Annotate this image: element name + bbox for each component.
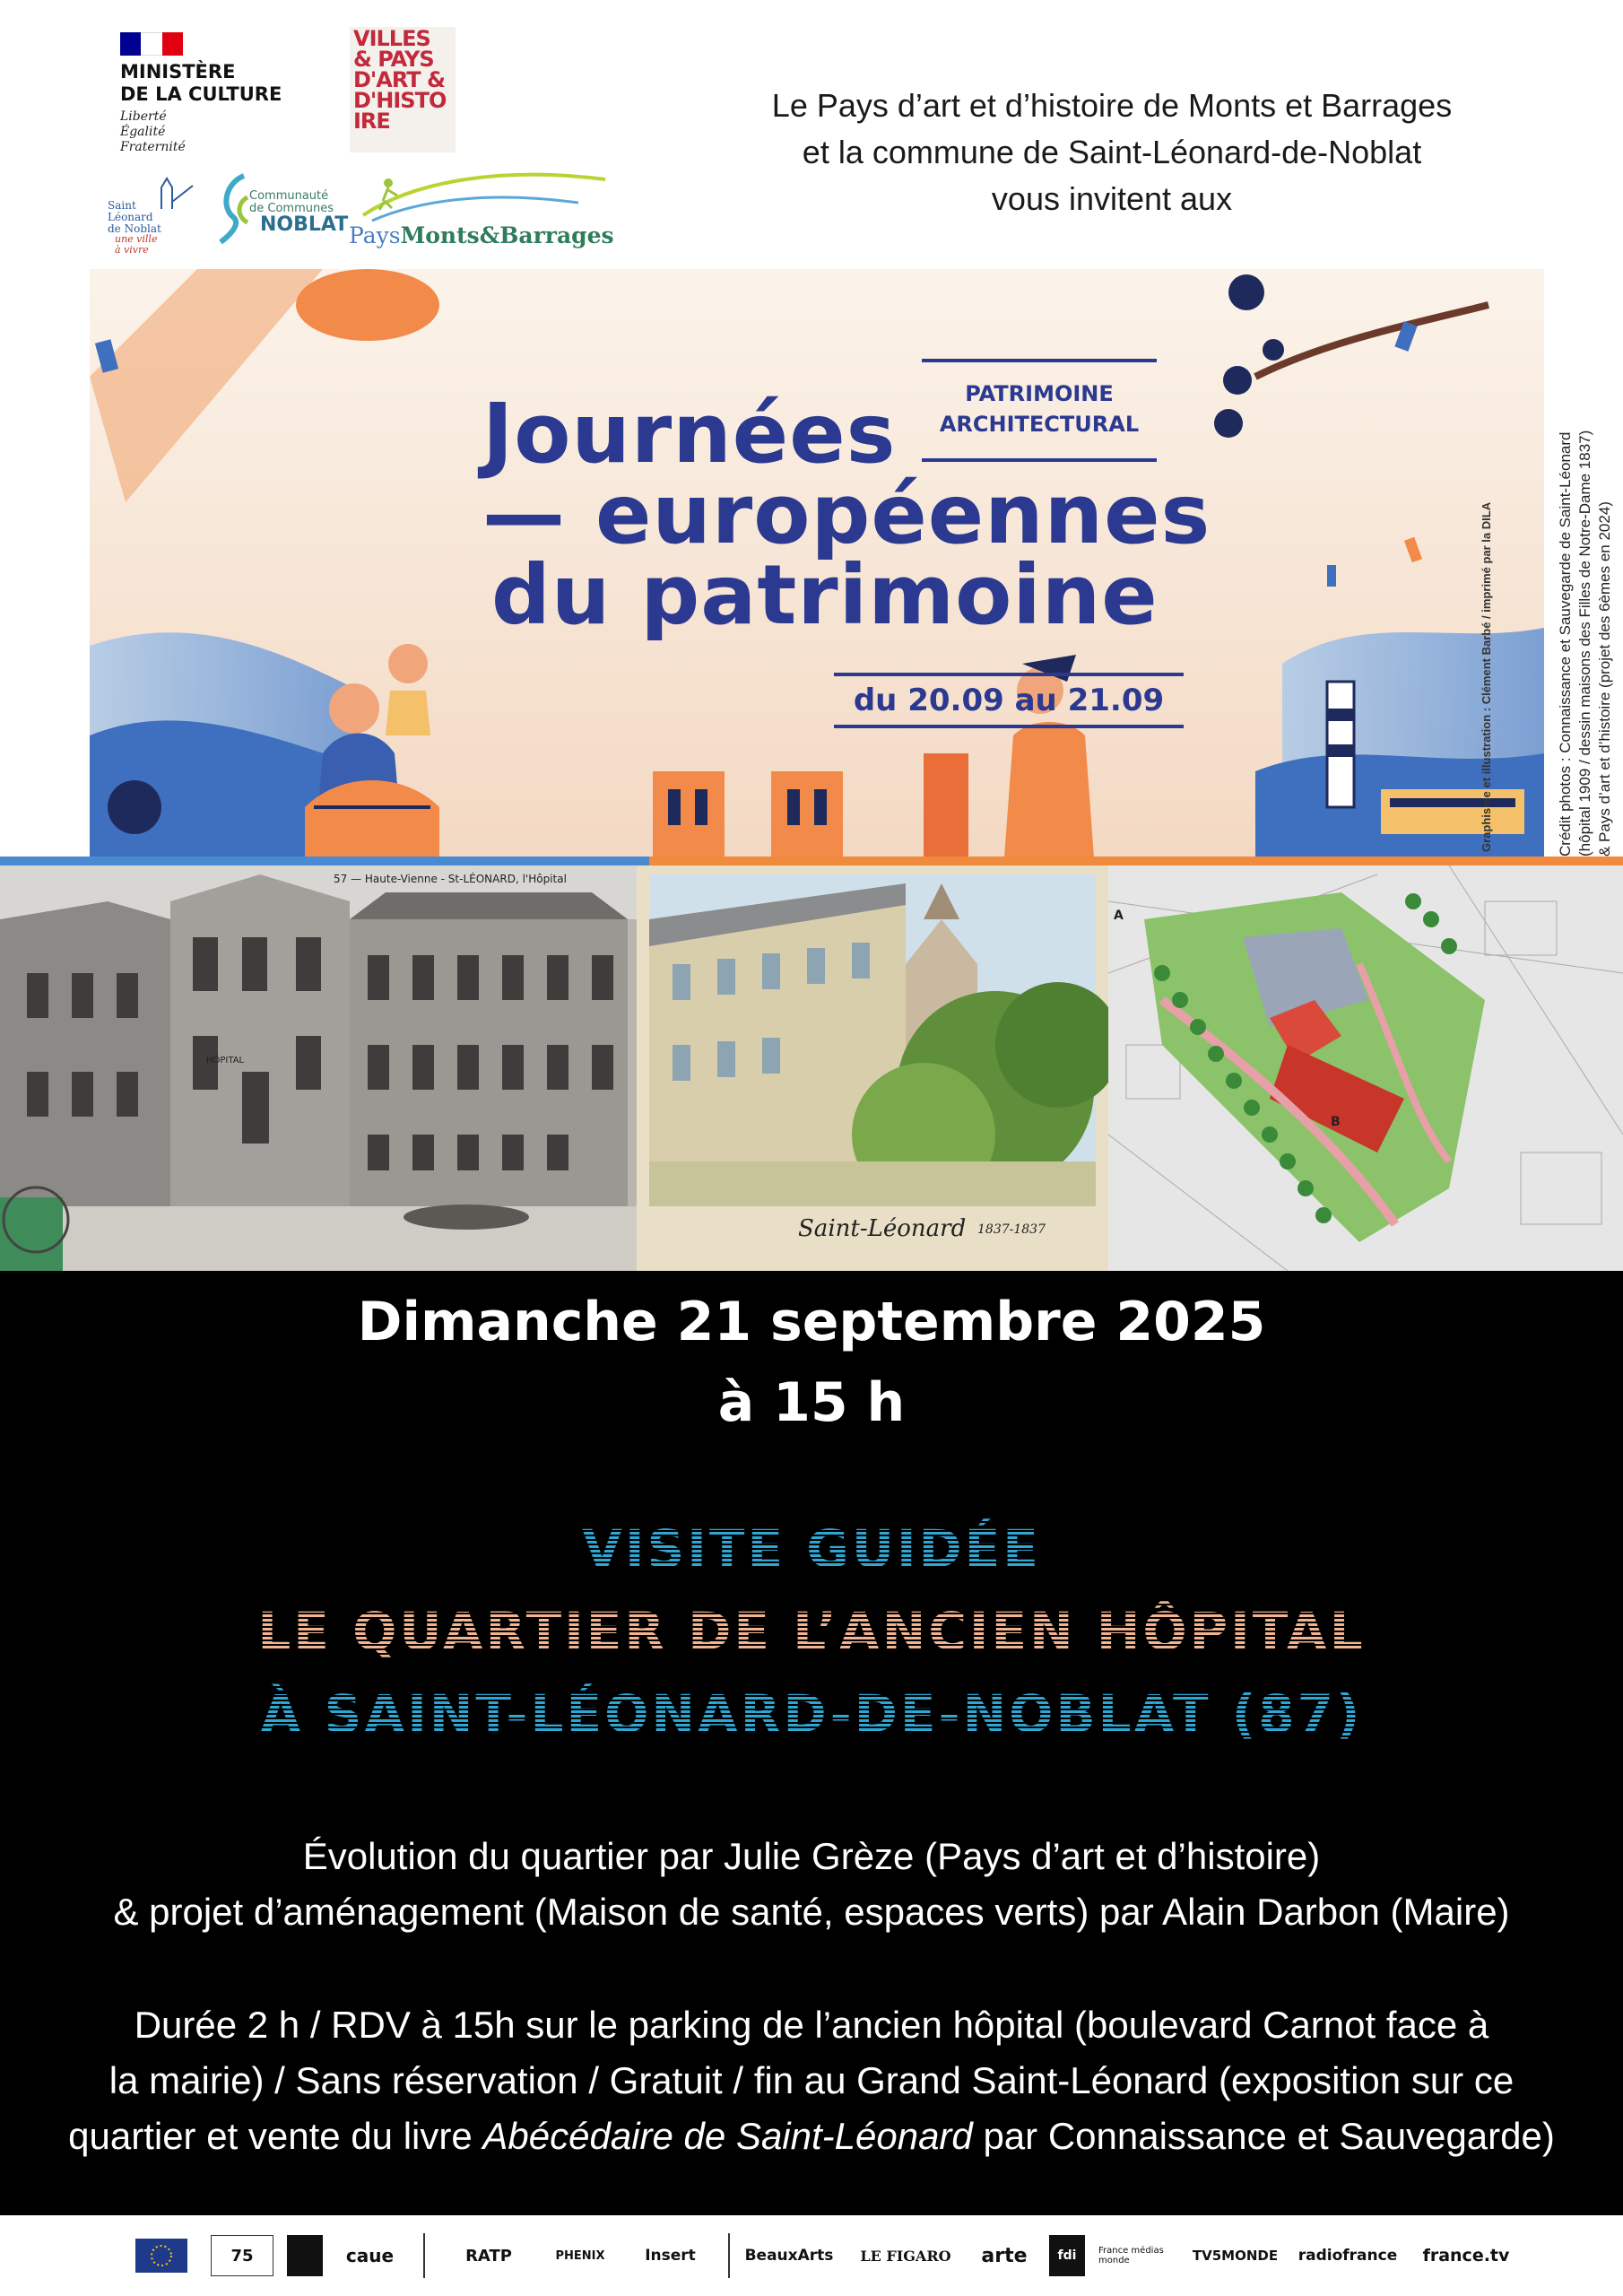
watercolor-drawing-image [637,865,1108,1271]
ministere-title: MINISTÈRE DE LA CULTURE [120,61,282,105]
color-strip [0,857,1623,865]
filles-notre-dame-drawing [637,865,1108,1271]
header [0,0,1623,269]
vah-logo-text: VILLES & PAYS D'ART & D'HISTO IRE [353,26,447,134]
event-date: Dimanche 21 septembre 2025 [357,1291,1266,1353]
event-speakers [0,1829,1623,1940]
invite-line: Le Pays d’art et d’histoire de Monts et Barrages [771,87,1453,124]
practical-line-1: Durée 2 h / RDV à 15h sur le parking de l’ancien hôpital (boulevard Carnot face à [134,2004,1489,2046]
plan-label-a: A [1114,909,1124,923]
noblat-community-logo [217,170,349,251]
partner-logos [0,2215,1623,2296]
partner-divider [728,2233,730,2278]
invite-line: et la commune de Saint-Léonard-de-Noblat [802,134,1422,170]
partner-france-medias-monde: France médias monde [1098,2246,1164,2266]
pays-monts-barrages-logo [345,170,614,260]
saint-leonard-name: Saint Léonard de Noblat [108,199,161,235]
partner-france-tv: france.tv [1422,2246,1510,2266]
saint-leonard-tagline: une ville à vivre [115,233,158,256]
partner-divider [423,2233,425,2278]
event-section [0,1271,1623,2215]
event-practical-info [0,1997,1623,2164]
photo-credit: Crédit photos : Connaissance et Sauvegarde de Saint-Léonard (hôpital 1909 / dessin maisons des Filles de Notre-Dame 1837) & Pays d’art et d’histoire (projet des 6èmes en 2024) [1557,430,1613,857]
saint-leonard-logo [108,175,211,256]
event-title-line-3: À SAINT-LÉONARD-DE-NOBLAT (87) [0,1683,1623,1744]
graphisme-credit: Graphisme et illustration : Clément Barbé / imprimé par la DILA [1480,501,1493,852]
invitation-text [681,83,1542,222]
partner-arte: arte [981,2244,1028,2267]
ministere-motto: Liberté Égalité Fraternité [120,109,186,154]
photo-strip [0,865,1623,1271]
hospital-postcard-photo [0,865,637,1271]
pays-logo-text: PaysMonts&Barrages [349,222,614,248]
noblat-name: NOBLAT [260,213,349,236]
partner-caue: caue [345,2245,395,2266]
partner-fdi: fdi [1049,2235,1085,2276]
partner-tv5monde: TV5MONDE [1192,2248,1279,2264]
marianne-flag-icon [120,32,183,56]
partner-phenix: PHENIX [555,2248,605,2263]
speakers-line: Évolution du quartier par Julie Grèze (Pays d’art et d’histoire) [302,1835,1321,1877]
jep-category-tag: PATRIMOINE ARCHITECTURAL [922,359,1157,462]
jep-title-line-3: du patrimoine [491,547,1159,643]
partner-insert: Insert [645,2247,696,2265]
jep-title-line-1: Journées [482,386,897,482]
site-plan-image [1108,865,1623,1271]
postcard-caption: 57 — Haute-Vienne - St-LÉONARD, l'Hôpital [334,873,567,885]
partner-square-logo [287,2235,323,2276]
hospital-postcard-image [0,865,637,1271]
partner-le-figaro: LE FIGARO [860,2247,951,2265]
book-title: Abécédaire de Saint-Léonard [482,2115,973,2157]
speakers-line: & projet d’aménagement (Maison de santé, espaces verts) par Alain Darbon (Maire) [113,1891,1510,1933]
event-time: à 15 h [717,1371,906,1434]
noblat-subtitle: Communauté de Communes [249,189,334,215]
event-title-line-1: VISITE GUIDÉE [0,1518,1623,1579]
drawing-caption: Saint-Léonard [798,1215,967,1242]
partner-radiofrance: radiofrance [1298,2247,1398,2265]
ministere-culture-logo [120,27,317,161]
villes-pays-art-histoire-logo [350,27,456,152]
partner-council-europe-75: 75 [211,2235,273,2276]
postcard-sign: HÔPITAL [206,1056,245,1065]
jep-dates: du 20.09 au 21.09 [834,673,1184,728]
eu-flag-icon [126,2235,197,2276]
practical-line-3: quartier et vente du livre Abécédaire de Saint-Léonard par Connaissance et Sauvegarde) [68,2115,1555,2157]
drawing-year: 1837-1837 [977,1222,1046,1237]
partner-beauxarts: BeauxArts [744,2247,834,2265]
jep-title-card [350,269,1282,843]
invite-line: vous invitent aux [991,180,1233,217]
noblat-swirl-icon [217,170,253,251]
partner-ratp: RATP [465,2246,512,2266]
development-plan-drawing [1108,865,1623,1271]
plan-label-b: B [1331,1115,1341,1129]
pays-swoosh-icon [345,170,614,224]
jep-banner [0,269,1623,861]
practical-line-2: la mairie) / Sans réservation / Gratuit / fin au Grand Saint-Léonard (exposition sur ce [108,2059,1515,2101]
event-title-line-2: LE QUARTIER DE L’ANCIEN HÔPITAL [0,1601,1623,1662]
jep-title-line-2: — européennes [482,466,1211,562]
